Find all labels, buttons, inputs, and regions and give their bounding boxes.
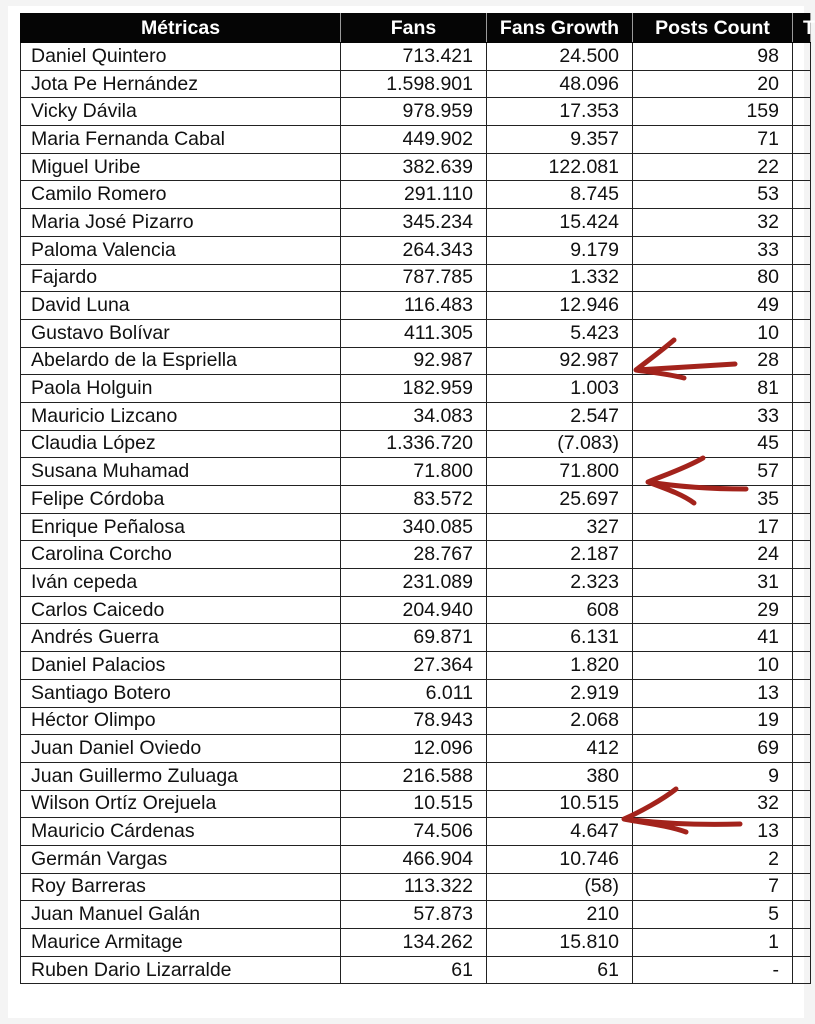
cell-name: Héctor Olimpo	[21, 707, 341, 735]
cell-cut-off	[793, 126, 811, 154]
cell-name: Wilson Ortíz Orejuela	[21, 790, 341, 818]
cell-name: Abelardo de la Espriella	[21, 347, 341, 375]
header-cut-off: T	[793, 14, 811, 43]
cell-name: Maria Fernanda Cabal	[21, 126, 341, 154]
cell-posts-count: 53	[633, 181, 793, 209]
cell-fans-growth: 1.332	[487, 264, 633, 292]
cell-cut-off	[793, 264, 811, 292]
cell-fans-growth: 2.068	[487, 707, 633, 735]
cell-fans-growth: 71.800	[487, 458, 633, 486]
header-fans: Fans	[341, 14, 487, 43]
cell-posts-count: 98	[633, 43, 793, 71]
cell-fans-growth: 2.547	[487, 402, 633, 430]
header-metricas: Métricas	[21, 14, 341, 43]
cell-fans: 78.943	[341, 707, 487, 735]
cell-cut-off	[793, 762, 811, 790]
table-row	[21, 541, 811, 569]
cell-cut-off	[793, 513, 811, 541]
cell-fans: 71.800	[341, 458, 487, 486]
cell-name: Mauricio Cárdenas	[21, 818, 341, 846]
cell-fans: 74.506	[341, 818, 487, 846]
cell-posts-count: 7	[633, 873, 793, 901]
cell-posts-count: 29	[633, 596, 793, 624]
cell-fans: 92.987	[341, 347, 487, 375]
cell-fans-growth: 17.353	[487, 98, 633, 126]
table-row	[21, 292, 811, 320]
cell-name: Paola Holguin	[21, 375, 341, 403]
cell-name: Miguel Uribe	[21, 153, 341, 181]
cell-posts-count: 10	[633, 652, 793, 680]
cell-cut-off	[793, 70, 811, 98]
cell-fans: 340.085	[341, 513, 487, 541]
cell-posts-count: 19	[633, 707, 793, 735]
cell-name: Juan Manuel Galán	[21, 901, 341, 929]
cell-posts-count: 5	[633, 901, 793, 929]
cell-posts-count: 45	[633, 430, 793, 458]
cell-cut-off	[793, 956, 811, 984]
table-row	[21, 790, 811, 818]
cell-fans-growth: 1.003	[487, 375, 633, 403]
cell-name: Gustavo Bolívar	[21, 319, 341, 347]
cell-posts-count: -	[633, 956, 793, 984]
table-row	[21, 264, 811, 292]
table-row	[21, 43, 811, 71]
header-row	[21, 14, 811, 43]
cell-fans: 382.639	[341, 153, 487, 181]
table-row	[21, 126, 811, 154]
cell-fans-growth: 1.820	[487, 652, 633, 680]
table-row	[21, 762, 811, 790]
cell-cut-off	[793, 845, 811, 873]
cell-fans-growth: 2.919	[487, 679, 633, 707]
cell-fans: 231.089	[341, 569, 487, 597]
cell-fans-growth: 8.745	[487, 181, 633, 209]
cell-name: Roy Barreras	[21, 873, 341, 901]
cell-posts-count: 33	[633, 402, 793, 430]
cell-name: Iván cepeda	[21, 569, 341, 597]
cell-fans-growth: 15.424	[487, 209, 633, 237]
cell-posts-count: 81	[633, 375, 793, 403]
cell-posts-count: 13	[633, 679, 793, 707]
cell-fans-growth: 4.647	[487, 818, 633, 846]
cell-posts-count: 35	[633, 486, 793, 514]
table-row	[21, 402, 811, 430]
cell-cut-off	[793, 181, 811, 209]
cell-fans-growth: 122.081	[487, 153, 633, 181]
cell-posts-count: 1	[633, 929, 793, 957]
cell-cut-off	[793, 652, 811, 680]
cell-name: Ruben Dario Lizarralde	[21, 956, 341, 984]
cell-fans-growth: 412	[487, 735, 633, 763]
table-row	[21, 209, 811, 237]
table-row	[21, 569, 811, 597]
table-row	[21, 652, 811, 680]
cell-fans: 449.902	[341, 126, 487, 154]
table-row	[21, 873, 811, 901]
cell-posts-count: 159	[633, 98, 793, 126]
cell-cut-off	[793, 153, 811, 181]
cell-fans-growth: 92.987	[487, 347, 633, 375]
cell-posts-count: 69	[633, 735, 793, 763]
metrics-table	[20, 13, 815, 984]
cell-fans: 83.572	[341, 486, 487, 514]
cell-name: Daniel Palacios	[21, 652, 341, 680]
cell-name: Susana Muhamad	[21, 458, 341, 486]
cell-fans: 216.588	[341, 762, 487, 790]
cell-cut-off	[793, 430, 811, 458]
table-row	[21, 458, 811, 486]
cell-posts-count: 17	[633, 513, 793, 541]
cell-fans-growth: 2.323	[487, 569, 633, 597]
cell-fans-growth: 2.187	[487, 541, 633, 569]
cell-posts-count: 2	[633, 845, 793, 873]
cell-cut-off	[793, 458, 811, 486]
table-row	[21, 181, 811, 209]
table-row	[21, 845, 811, 873]
cell-posts-count: 80	[633, 264, 793, 292]
cell-cut-off	[793, 679, 811, 707]
cell-fans: 787.785	[341, 264, 487, 292]
table-header	[21, 14, 815, 43]
cell-posts-count: 28	[633, 347, 793, 375]
table-row	[21, 153, 811, 181]
cell-cut-off	[793, 319, 811, 347]
cell-name: Carolina Corcho	[21, 541, 341, 569]
cell-fans: 134.262	[341, 929, 487, 957]
cell-fans: 345.234	[341, 209, 487, 237]
table-row	[21, 735, 811, 763]
cell-fans-growth: 327	[487, 513, 633, 541]
table-row	[21, 956, 811, 984]
cell-fans: 264.343	[341, 236, 487, 264]
table-row	[21, 236, 811, 264]
cell-cut-off	[793, 707, 811, 735]
cell-name: David Luna	[21, 292, 341, 320]
cell-fans: 1.336.720	[341, 430, 487, 458]
cell-cut-off	[793, 236, 811, 264]
table-row	[21, 98, 811, 126]
cell-name: Daniel Quintero	[21, 43, 341, 71]
cell-fans: 28.767	[341, 541, 487, 569]
table-row	[21, 818, 811, 846]
cell-fans: 61	[341, 956, 487, 984]
table-row	[21, 596, 811, 624]
cell-fans: 291.110	[341, 181, 487, 209]
cell-fans: 12.096	[341, 735, 487, 763]
cell-fans-growth: 6.131	[487, 624, 633, 652]
cell-name: Vicky Dávila	[21, 98, 341, 126]
table-row	[21, 486, 811, 514]
cell-fans-growth: 380	[487, 762, 633, 790]
cell-cut-off	[793, 486, 811, 514]
cell-name: Andrés Guerra	[21, 624, 341, 652]
table-row	[21, 679, 811, 707]
cell-name: Juan Daniel Oviedo	[21, 735, 341, 763]
cell-posts-count: 32	[633, 790, 793, 818]
cell-fans: 1.598.901	[341, 70, 487, 98]
cell-posts-count: 41	[633, 624, 793, 652]
cell-name: Santiago Botero	[21, 679, 341, 707]
cell-fans: 57.873	[341, 901, 487, 929]
cell-cut-off	[793, 901, 811, 929]
cell-cut-off	[793, 624, 811, 652]
cell-fans-growth: 12.946	[487, 292, 633, 320]
cell-fans: 116.483	[341, 292, 487, 320]
cell-name: Enrique Peñalosa	[21, 513, 341, 541]
cell-cut-off	[793, 929, 811, 957]
cell-fans: 10.515	[341, 790, 487, 818]
cell-fans-growth: (58)	[487, 873, 633, 901]
cell-cut-off	[793, 818, 811, 846]
cell-name: Fajardo	[21, 264, 341, 292]
cell-name: Carlos Caicedo	[21, 596, 341, 624]
cell-fans: 6.011	[341, 679, 487, 707]
cell-fans-growth: 210	[487, 901, 633, 929]
cell-fans-growth: 24.500	[487, 43, 633, 71]
cell-name: Paloma Valencia	[21, 236, 341, 264]
cell-cut-off	[793, 596, 811, 624]
cell-cut-off	[793, 735, 811, 763]
cell-cut-off	[793, 790, 811, 818]
cell-name: Felipe Córdoba	[21, 486, 341, 514]
cell-name: Maria José Pizarro	[21, 209, 341, 237]
cell-name: Juan Guillermo Zuluaga	[21, 762, 341, 790]
cell-fans-growth: 25.697	[487, 486, 633, 514]
cell-fans: 34.083	[341, 402, 487, 430]
cell-name: Jota Pe Hernández	[21, 70, 341, 98]
table-row	[21, 513, 811, 541]
table-row	[21, 70, 811, 98]
cell-fans: 204.940	[341, 596, 487, 624]
cell-posts-count: 57	[633, 458, 793, 486]
cell-fans: 27.364	[341, 652, 487, 680]
cell-fans-growth: 10.746	[487, 845, 633, 873]
cell-cut-off	[793, 98, 811, 126]
cell-cut-off	[793, 402, 811, 430]
cell-name: Camilo Romero	[21, 181, 341, 209]
cell-name: Mauricio Lizcano	[21, 402, 341, 430]
cell-fans: 713.421	[341, 43, 487, 71]
cell-posts-count: 71	[633, 126, 793, 154]
cell-posts-count: 24	[633, 541, 793, 569]
cell-posts-count: 13	[633, 818, 793, 846]
cell-posts-count: 9	[633, 762, 793, 790]
table-body	[21, 43, 811, 984]
cell-cut-off	[793, 292, 811, 320]
cell-fans-growth: 608	[487, 596, 633, 624]
cell-fans-growth: 9.179	[487, 236, 633, 264]
table-row	[21, 430, 811, 458]
cell-fans: 466.904	[341, 845, 487, 873]
cell-name: Claudia López	[21, 430, 341, 458]
cell-fans-growth: 9.357	[487, 126, 633, 154]
cell-fans-growth: 61	[487, 956, 633, 984]
table-row	[21, 901, 811, 929]
cell-name: Maurice Armitage	[21, 929, 341, 957]
cell-fans-growth: 10.515	[487, 790, 633, 818]
cell-cut-off	[793, 347, 811, 375]
header-fans-growth: Fans Growth	[487, 14, 633, 43]
cell-fans: 113.322	[341, 873, 487, 901]
cell-fans: 978.959	[341, 98, 487, 126]
cell-fans: 182.959	[341, 375, 487, 403]
cell-posts-count: 33	[633, 236, 793, 264]
cell-fans-growth: 5.423	[487, 319, 633, 347]
table-row	[21, 319, 811, 347]
cell-posts-count: 49	[633, 292, 793, 320]
cell-posts-count: 22	[633, 153, 793, 181]
cell-cut-off	[793, 541, 811, 569]
cell-fans-growth: 48.096	[487, 70, 633, 98]
cell-cut-off	[793, 43, 811, 71]
cell-cut-off	[793, 873, 811, 901]
cell-fans-growth: (7.083)	[487, 430, 633, 458]
cell-fans-growth: 15.810	[487, 929, 633, 957]
table-row	[21, 929, 811, 957]
cell-posts-count: 20	[633, 70, 793, 98]
table-row	[21, 375, 811, 403]
table-row	[21, 624, 811, 652]
cell-posts-count: 10	[633, 319, 793, 347]
cell-cut-off	[793, 569, 811, 597]
header-posts-count: Posts Count	[633, 14, 793, 43]
cell-fans: 69.871	[341, 624, 487, 652]
cell-fans: 411.305	[341, 319, 487, 347]
cell-cut-off	[793, 375, 811, 403]
cell-posts-count: 31	[633, 569, 793, 597]
cell-cut-off	[793, 209, 811, 237]
cell-posts-count: 32	[633, 209, 793, 237]
cell-name: Germán Vargas	[21, 845, 341, 873]
table-row	[21, 347, 811, 375]
table-row	[21, 707, 811, 735]
